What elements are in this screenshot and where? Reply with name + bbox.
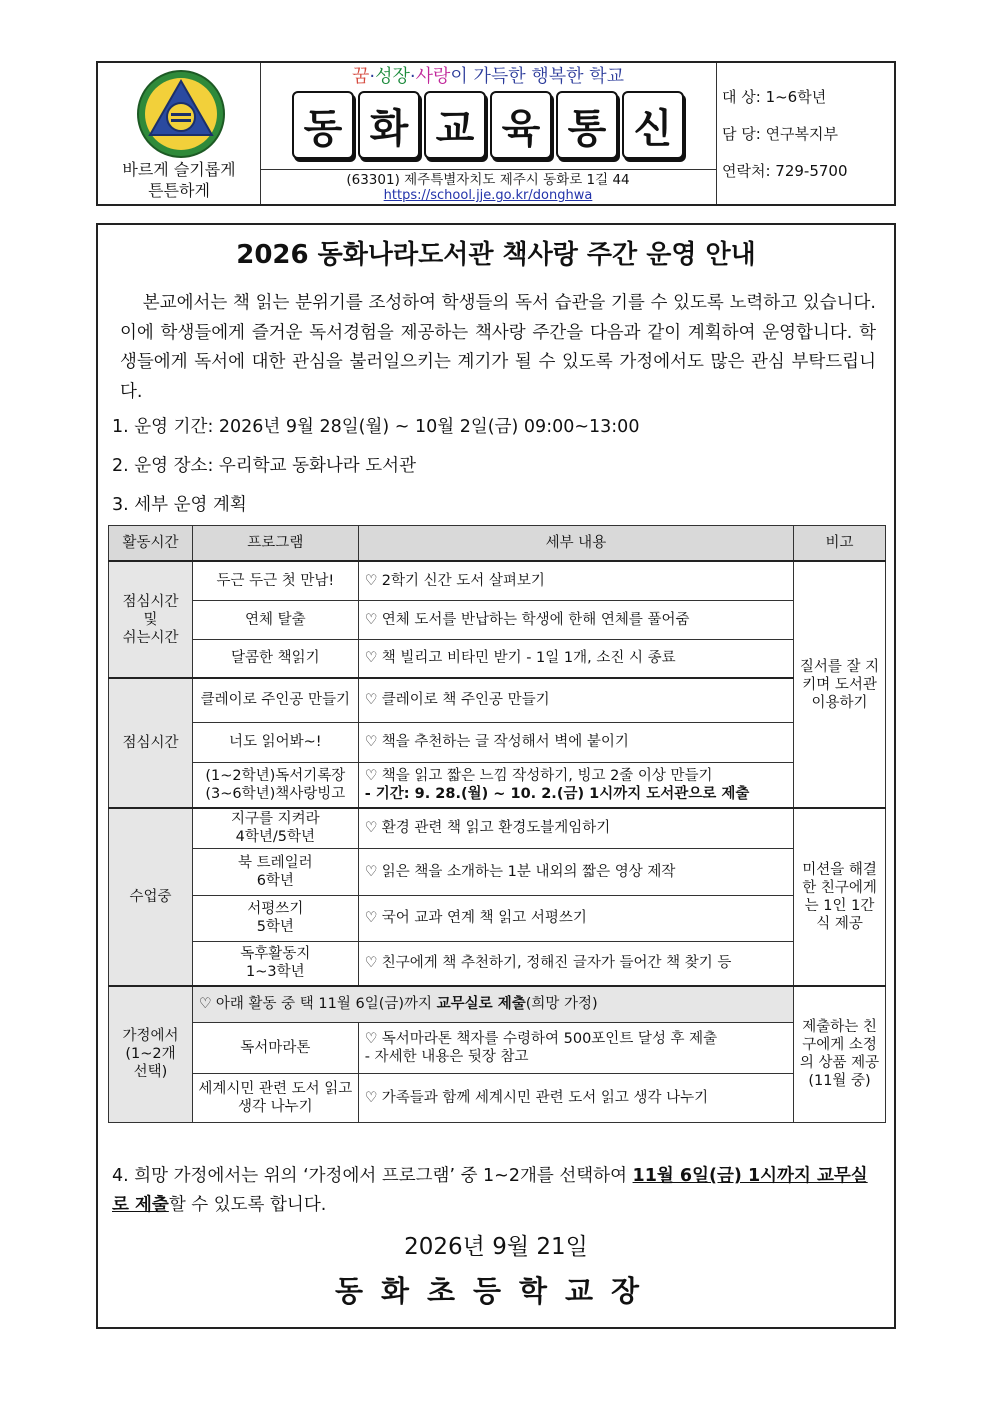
slogan-rest: 이 가득한 행복한 학교 (450, 66, 625, 87)
slogan-separator: · (369, 66, 376, 87)
heart-icon: ♡ (364, 863, 378, 880)
masthead-tile: 동 (292, 91, 354, 159)
intro-text: 본교에서는 책 읽는 분위기를 조성하여 학생들의 독서 습관을 기를 수 있도록 노력하고 있습니다. 이에 학생들에게 즐거운 독서경험을 제공하는 책사랑 주간을 다음과 같이 계획하여 운영합니다. 학생들에게 독서에 대한 관심을 불러일으키는 계기가 될 수 있도록 가정에서도 많은 관심 부탁드립니다. (120, 293, 876, 402)
home-program-instruction (192, 986, 793, 1022)
time-home: 가정에서 (1~2개 선택) (109, 986, 193, 1122)
header-time: 활동시간 (109, 526, 193, 562)
table-row (109, 941, 886, 986)
detail-text: 읽은 책을 소개하는 1분 내외의 짧은 영상 제작 (381, 863, 676, 880)
program-detail (358, 1073, 793, 1122)
program-name: 달콤한 책읽기 (192, 639, 358, 678)
detail-text: 연체 도서를 반납하는 학생에 한해 연체를 풀어줌 (381, 611, 690, 628)
issue-date: 2026년 9월 21일 (404, 1234, 588, 1260)
contact-number: 연락처: 729-5700 (722, 162, 848, 180)
table-row (109, 600, 886, 639)
heart-icon: ♡ (364, 820, 378, 837)
masthead-tile: 육 (490, 91, 552, 159)
program-detail (358, 561, 793, 600)
slogan-love: 사랑 (415, 66, 451, 87)
school-slogan (260, 65, 716, 89)
program-grade: 1~3학년 (246, 964, 305, 981)
table-row (109, 808, 886, 848)
masthead-panel (260, 63, 717, 204)
program-name: 세계시민 관련 도서 읽고 생각 나누기 (192, 1073, 358, 1122)
masthead-tile: 화 (358, 91, 420, 159)
table-row (109, 561, 886, 600)
program-detail (358, 762, 793, 808)
note-text: 4. 희망 가정에서는 위의 ‘가정에서 프로그램’ 중 1~2개를 선택하여 (112, 1166, 633, 1186)
note-text: 할 수 있도록 합니다. (168, 1195, 327, 1215)
school-emblem-panel (98, 63, 261, 204)
table-row (109, 1022, 886, 1073)
submission-deadline: - 기간: 9. 28.(월) ~ 10. 2.(금) 1시까지 도서관으로 제출 (364, 785, 750, 802)
program-detail (358, 895, 793, 941)
program-name-line: (1~2학년)독서기록장 (205, 767, 346, 784)
heart-icon: ♡ (364, 650, 378, 667)
detail-text: 책을 읽고 짧은 느낌 작성하기, 빙고 2줄 이상 만들기 (381, 767, 713, 784)
masthead-tile: 통 (556, 91, 618, 159)
contact-panel (716, 63, 896, 204)
note-snack: 미션을 해결한 친구에게는 1인 1간식 제공 (794, 808, 886, 986)
detail-text: 책을 추천하는 글 작성해서 벽에 붙이기 (381, 734, 629, 750)
table-row (109, 895, 886, 941)
program-name: 너도 읽어봐~! (192, 722, 358, 762)
detail-text: 2학기 신간 도서 살펴보기 (381, 572, 545, 589)
program-name (192, 762, 358, 808)
school-motto (98, 159, 260, 201)
notice-title: 2026 동화나라도서관 책사랑 주간 운영 안내 (236, 240, 756, 270)
heart-icon: ♡ (364, 611, 378, 628)
table-row (109, 639, 886, 678)
operation-period: 1. 운영 기간: 2026년 9월 28일(월) ~ 10월 2일(금) 09:00~13:00 (112, 417, 640, 437)
detail-text: 국어 교과 연계 책 읽고 서평쓰기 (381, 910, 587, 926)
table-row (109, 1073, 886, 1122)
department: 담 당: 연구복지부 (722, 125, 839, 143)
program-name (192, 848, 358, 895)
table-row (109, 722, 886, 762)
heart-icon: ♡ (364, 910, 378, 926)
masthead-tile: 교 (424, 91, 486, 159)
note-prize: 제출하는 친구에게 소정의 상품 제공 (11월 중) (794, 986, 886, 1122)
heart-icon: ♡ (364, 692, 378, 709)
instruction-text: 아래 활동 중 택 11월 6일(금)까지 (215, 996, 437, 1013)
masthead-title (292, 91, 684, 161)
program-detail (358, 808, 793, 848)
program-detail (358, 678, 793, 722)
principal-signature: 동화초등학교장 (334, 1274, 658, 1308)
slogan-separator: · (409, 66, 416, 87)
program-name (192, 808, 358, 848)
note-deadline: 11월 6일(금) 1시까지 교무실로 제출 (112, 1166, 868, 1215)
program-name (192, 895, 358, 941)
table-row (109, 678, 886, 722)
header-detail: 세부 내용 (358, 526, 793, 562)
detail-text: 가족들과 함께 세계시민 관련 도서 읽고 생각 나누기 (381, 1089, 709, 1106)
detail-text: 친구에게 책 추천하기, 정해진 글자가 들어간 책 찾기 등 (381, 955, 732, 972)
table-row (109, 762, 886, 808)
header-program: 프로그램 (192, 526, 358, 562)
program-detail (358, 848, 793, 895)
program-grade: 6학년 (256, 872, 294, 889)
submission-note (112, 1162, 882, 1220)
program-detail (358, 941, 793, 986)
school-address: (63301) 제주특별자치도 제주시 동화로 1길 44 (260, 169, 716, 188)
operation-place: 2. 운영 장소: 우리학교 동화나라 도서관 (112, 456, 416, 476)
motto-line-2: 튼튼하게 (148, 181, 210, 200)
program-name-line: 지구를 지켜라 (230, 811, 320, 828)
program-name-line: (3~6학년)책사랑빙고 (205, 785, 346, 802)
detail-text: 독서마라톤 책자를 수령하여 500포인트 달성 후 제출 (381, 1030, 718, 1047)
newsletter-header (96, 61, 896, 206)
program-name: 두근 두근 첫 만남! (192, 561, 358, 600)
program-name: 클레이로 주인공 만들기 (192, 678, 358, 722)
masthead-tile: 신 (622, 91, 684, 159)
program-name-line: 독후활동지 (240, 946, 311, 963)
program-detail (358, 1022, 793, 1073)
note-order: 질서를 잘 지키며 도서관 이용하기 (794, 561, 886, 808)
table-row (109, 986, 886, 1022)
school-emblem-icon (136, 69, 226, 159)
program-name-line: 서평쓰기 (247, 901, 304, 917)
detail-text: 환경 관련 책 읽고 환경도블게임하기 (381, 820, 611, 837)
heart-icon: ♡ (364, 955, 378, 972)
program-name: 연체 탈출 (192, 600, 358, 639)
program-table (108, 525, 886, 1123)
program-detail (358, 639, 793, 678)
school-website-link[interactable]: https://school.jje.go.kr/donghwa (383, 188, 593, 203)
program-name: 독서마라톤 (192, 1022, 358, 1073)
time-lunch: 점심시간 (109, 678, 193, 808)
slogan-growth: 성장 (375, 66, 410, 87)
slogan-dream: 꿈 (351, 66, 370, 87)
motto-line-1: 바르게 슬기롭게 (122, 160, 236, 179)
intro-paragraph (120, 289, 876, 407)
detail-text: - 자세한 내용은 뒷장 참고 (364, 1048, 529, 1065)
program-detail (358, 600, 793, 639)
program-name-line: 북 트레일러 (237, 854, 313, 871)
program-name (192, 941, 358, 986)
time-lunch-break: 점심시간 및 쉬는시간 (109, 561, 193, 678)
detail-text: 책 빌리고 비타민 받기 - 1일 1개, 소진 시 종료 (381, 650, 676, 667)
time-class: 수업중 (109, 808, 193, 986)
target-audience: 대 상: 1~6학년 (722, 88, 827, 106)
program-grade: 5학년 (256, 919, 294, 935)
program-detail (358, 722, 793, 762)
instruction-emphasis: 교무실로 제출 (436, 996, 526, 1013)
table-row (109, 848, 886, 895)
heart-icon: ♡ (364, 1089, 378, 1106)
heart-icon: ♡ (364, 767, 378, 784)
notice-body (96, 223, 896, 1329)
instruction-text: (희망 가정) (525, 996, 598, 1013)
heart-icon: ♡ (198, 996, 212, 1013)
heart-icon: ♡ (364, 1030, 378, 1047)
header-note: 비고 (794, 526, 886, 562)
detail-text: 클레이로 책 주인공 만들기 (381, 692, 550, 709)
program-grade: 4학년/5학년 (235, 829, 315, 846)
heart-icon: ♡ (364, 572, 378, 589)
detail-plan-heading: 3. 세부 운영 계획 (112, 495, 247, 515)
heart-icon: ♡ (364, 734, 378, 750)
table-header-row (109, 526, 886, 562)
